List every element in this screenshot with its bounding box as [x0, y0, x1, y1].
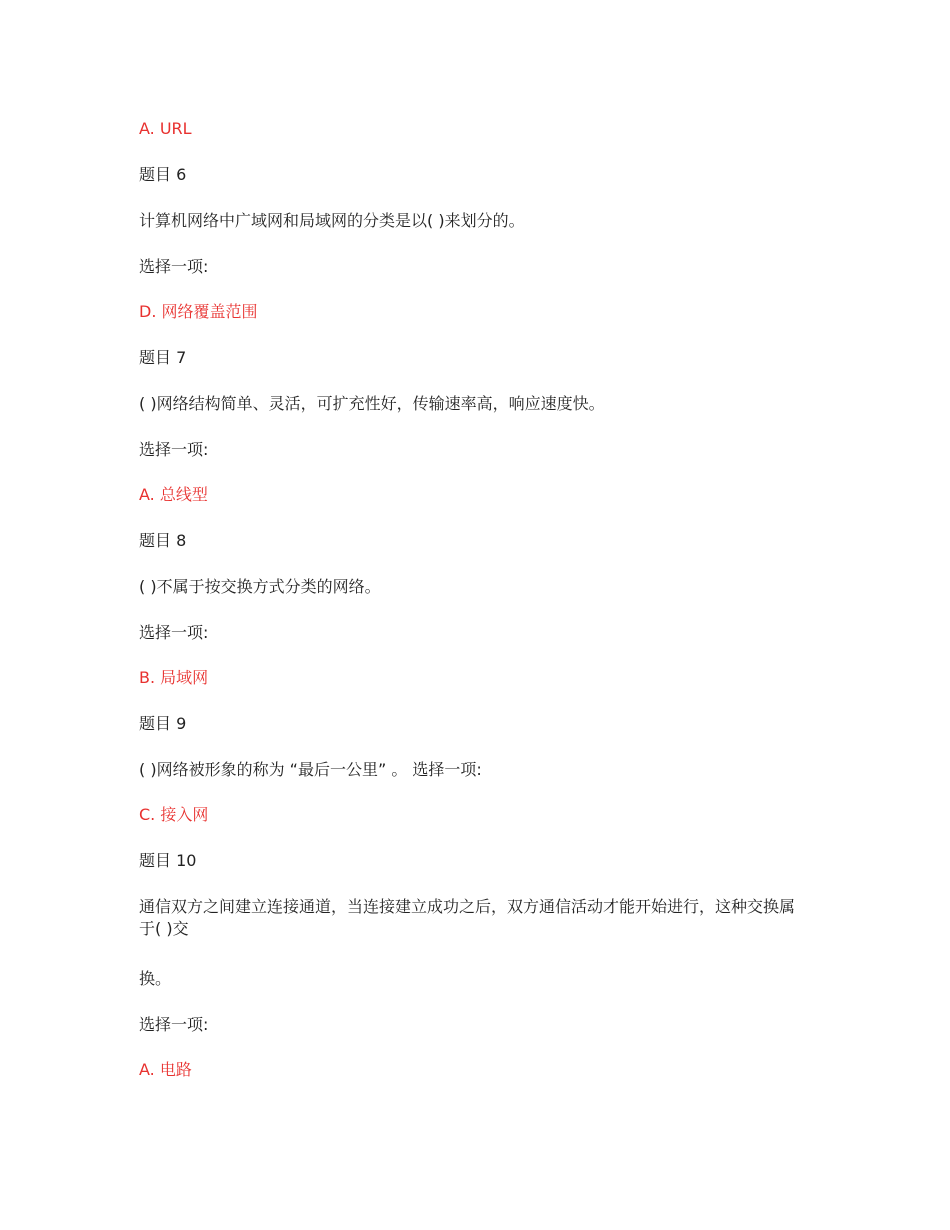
- answer-q9: C. 接入网: [139, 805, 209, 824]
- answer-q7: A. 总线型: [139, 485, 208, 504]
- question-text-6: 计算机网络中广域网和局域网的分类是以( )来划分的。: [139, 211, 525, 230]
- question-text-8: ( )不属于按交换方式分类的网络。: [139, 577, 381, 596]
- question-heading-7: 题目 7: [139, 348, 187, 367]
- answer-q10: A. 电路: [139, 1060, 192, 1079]
- choice-prompt-7: 选择一项:: [139, 440, 209, 459]
- choice-prompt-6: 选择一项:: [139, 257, 209, 276]
- question-text-9: ( )网络被形象的称为 “最后一公里” 。 选择一项:: [139, 760, 482, 779]
- question-heading-8: 题目 8: [139, 531, 187, 550]
- answer-q6: D. 网络覆盖范围: [139, 302, 258, 321]
- choice-prompt-10: 选择一项:: [139, 1015, 209, 1034]
- choice-prompt-8: 选择一项:: [139, 623, 209, 642]
- question-heading-10: 题目 10: [139, 851, 197, 870]
- answer-q8: B. 局域网: [139, 668, 209, 687]
- question-text-10: 通信双方之间建立连接通道，当连接建立成功之后，双方通信活动才能开始进行，这种交换属于( )交: [139, 897, 796, 938]
- question-heading-6: 题目 6: [139, 165, 187, 184]
- answer-q5: A. URL: [139, 119, 192, 138]
- question-text-10-cont: 换。: [139, 969, 172, 988]
- question-heading-9: 题目 9: [139, 714, 187, 733]
- question-text-7: ( )网络结构简单、灵活，可扩充性好，传输速率高，响应速度快。: [139, 394, 605, 413]
